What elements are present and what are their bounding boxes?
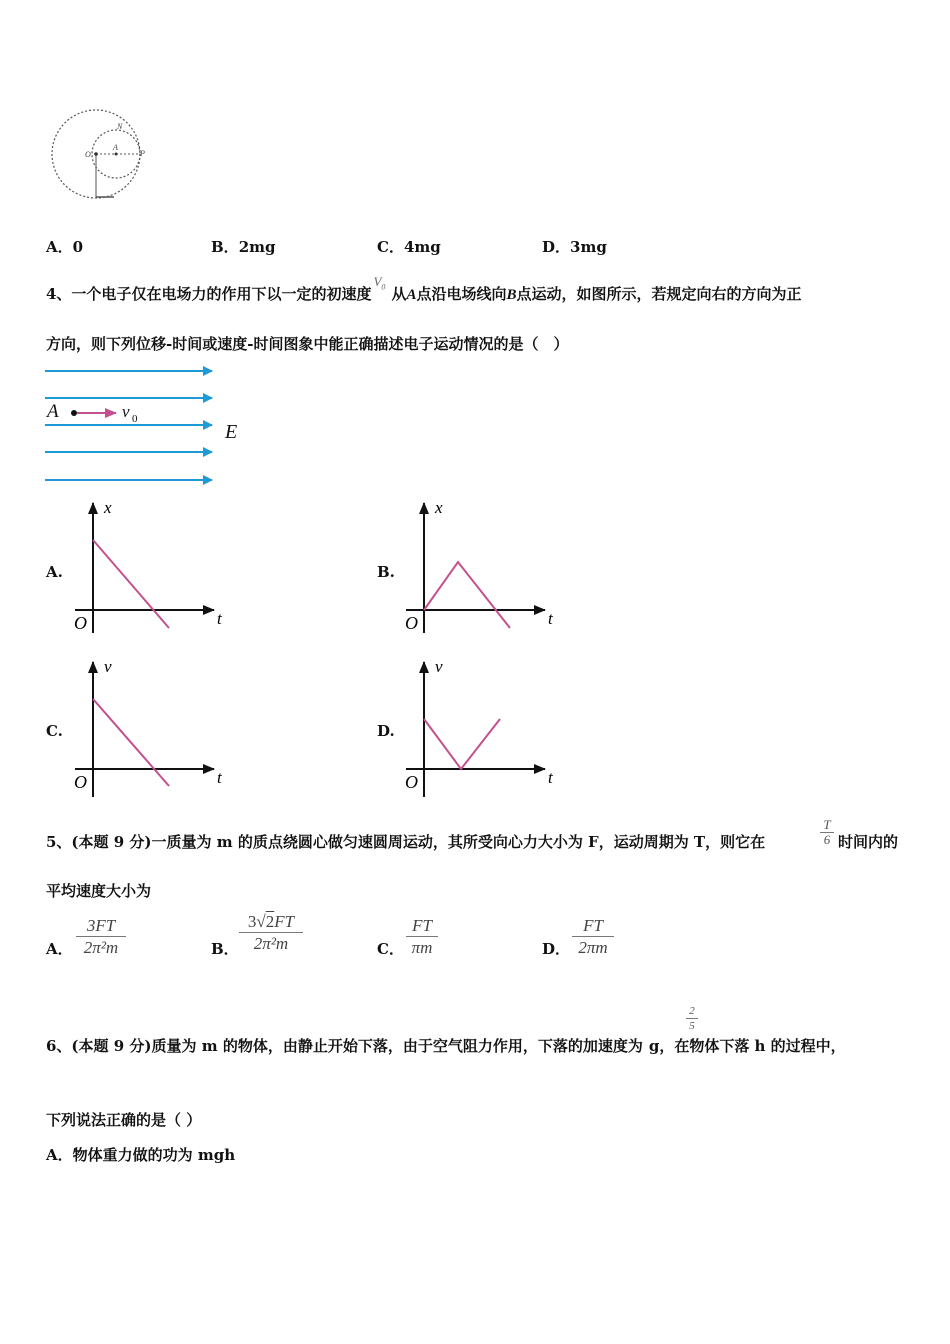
q5-option-a-frac: $\frac{3FT}{\text{2π²m}}$ bbox=[76, 916, 126, 959]
q5-fraction: $\frac{T}{6}$ bbox=[820, 818, 834, 847]
q6-fraction: $\frac{2}{5}$ bbox=[686, 1004, 698, 1033]
svg-text:t: t bbox=[217, 768, 222, 787]
q5-option-b-label: B． bbox=[211, 940, 239, 958]
q4-graph-b-label: B. bbox=[377, 563, 395, 581]
electron-point bbox=[71, 410, 77, 416]
electric-field-figure bbox=[40, 360, 250, 490]
q5-option-d-frac: $\frac{FT}{2\pi m}$ bbox=[572, 916, 614, 959]
svg-text:O: O bbox=[405, 772, 418, 792]
q5-stem-line2: 平均速度大小为 bbox=[46, 882, 152, 900]
circle-figure bbox=[44, 100, 164, 210]
graph-d-line bbox=[424, 719, 500, 769]
q5-option-d-label: D． bbox=[542, 940, 571, 958]
svg-text:t: t bbox=[217, 609, 222, 628]
svg-text:O: O bbox=[74, 772, 87, 792]
label-N: N bbox=[117, 122, 123, 131]
label-P: P bbox=[140, 149, 145, 158]
svg-text:v: v bbox=[104, 657, 112, 676]
graph-b bbox=[401, 498, 561, 638]
q3-option-d: D．3mg bbox=[542, 238, 607, 256]
graph-c-line bbox=[93, 699, 169, 786]
graph-a-line bbox=[93, 540, 169, 628]
q3-option-b: B．2mg bbox=[211, 238, 276, 256]
svg-text:t: t bbox=[548, 609, 553, 628]
q5-option-c-frac: $\frac{FT}{\pi m}$ bbox=[406, 916, 438, 959]
graph-c bbox=[70, 657, 230, 802]
graph-a bbox=[70, 498, 230, 638]
field-label-E: E bbox=[225, 421, 238, 443]
point-a-label: A bbox=[47, 401, 59, 422]
v0-symbol: $V_0$ bbox=[373, 274, 386, 292]
svg-text:t: t bbox=[548, 768, 553, 787]
q3-option-c: C．4mg bbox=[377, 238, 441, 256]
svg-text:O: O bbox=[405, 613, 418, 633]
q5-option-b-frac: $\frac{3√2FT}{\text{2π²m}}$ bbox=[239, 912, 303, 955]
q4-graph-a-label: A. bbox=[46, 563, 63, 581]
q5-option-a-label: A． bbox=[46, 940, 73, 958]
q6-option-a: A．物体重力做的功为 mgh bbox=[46, 1146, 236, 1164]
q3-option-a: A．0 bbox=[46, 238, 84, 256]
q4-graph-d-label: D. bbox=[377, 722, 395, 740]
label-O: O bbox=[85, 150, 91, 159]
svg-text:x: x bbox=[104, 498, 112, 517]
q6-stem-line1: 6、(本题 9 分)质量为 m 的物体，由静止开始下落，由于空气阻力作用，下落的加速度为 g，在物体下落 h 的过程中， bbox=[46, 1037, 846, 1055]
graph-b-line bbox=[424, 562, 510, 628]
q5-stem-line1: 5、(本题 9 分)一质量为 m 的质点绕圆心做匀速圆周运动，其所受向心力大小为 F，运动周期为 T，则它在 bbox=[46, 833, 766, 851]
q4-stem-line1: 4、一个电子仅在电场力的作用下以一定的初速度 $V_0$ 从A点沿电场线向B点运动，如图所示，若规定向右的方向为正 bbox=[46, 274, 802, 303]
velocity-sub: 0 bbox=[132, 413, 138, 425]
svg-text:O: O bbox=[74, 613, 87, 633]
q4-graph-c-label: C. bbox=[46, 722, 63, 740]
q4-stem-line2: 方向，则下列位移-时间或速度-时间图象中能正确描述电子运动情况的是（ ） bbox=[46, 335, 569, 353]
svg-text:x: x bbox=[435, 498, 443, 517]
label-A: A bbox=[113, 143, 118, 152]
q6-stem-line2: 下列说法正确的是（ ） bbox=[46, 1111, 202, 1129]
graph-d bbox=[401, 657, 561, 802]
svg-text:v: v bbox=[435, 657, 443, 676]
q5-option-c-label: C． bbox=[377, 940, 404, 958]
velocity-label: v bbox=[122, 402, 130, 421]
q5-stem-line1-end: 时间内的 bbox=[838, 833, 899, 851]
